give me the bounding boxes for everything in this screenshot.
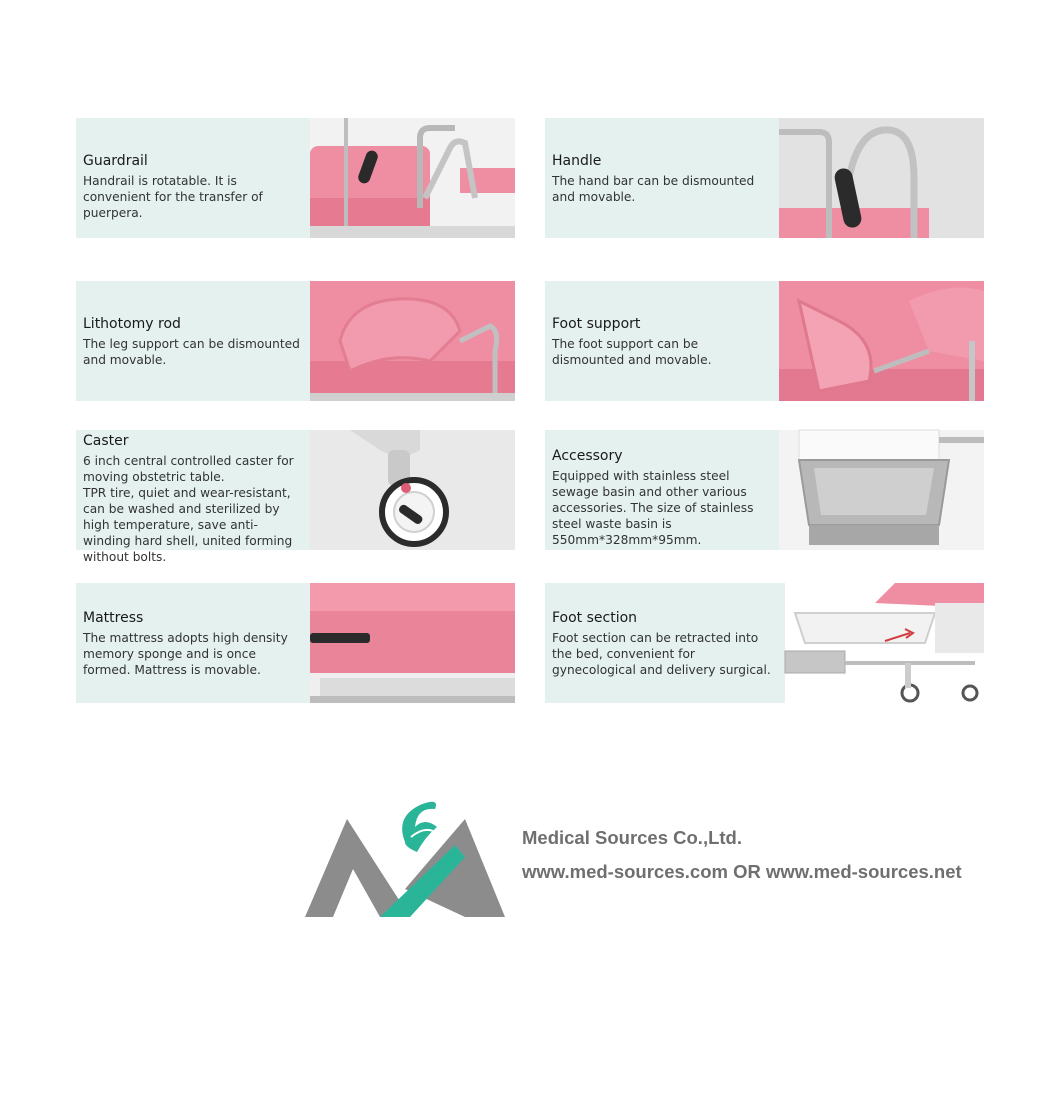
- handle-photo: [779, 118, 984, 238]
- feature-desc: The hand bar can be dismounted and movable.: [552, 174, 755, 204]
- feature-card-handle: [545, 118, 984, 238]
- foot-section-photo: [785, 583, 984, 703]
- feature-title: Lithotomy rod: [83, 316, 181, 332]
- feature-card-guardrail: [76, 118, 515, 238]
- feature-card-lithotomy-rod: [76, 281, 515, 401]
- feature-title: Accessory: [552, 448, 623, 464]
- logo-swirl: [402, 802, 437, 852]
- feature-desc: Equipped with stainless steel sewage basin and other various accessories. The size of stainless steel waste basin is 550mm*328mm*95mm.: [552, 469, 754, 547]
- company-logo: [305, 797, 508, 921]
- feature-card-foot-section: [545, 583, 984, 703]
- guardrail-photo: [310, 118, 515, 238]
- caster-photo: [310, 430, 515, 550]
- feature-title: Mattress: [83, 610, 144, 626]
- feature-card-caster: [76, 430, 515, 564]
- mattress-photo: [310, 583, 515, 703]
- feature-card-mattress: [76, 583, 515, 703]
- feature-title: Handle: [552, 153, 602, 169]
- feature-title: Foot support: [552, 316, 641, 332]
- accessory-photo: [779, 430, 984, 550]
- company-websites: www.med-sources.com OR www.med-sources.net: [522, 861, 962, 882]
- feature-card-accessory: [545, 430, 984, 550]
- logo-left-peak: [305, 819, 410, 917]
- feature-desc: Handrail is rotatable. It is convenient for the transfer of puerpera.: [83, 174, 263, 220]
- foot-support-photo: [779, 281, 984, 401]
- feature-title: Guardrail: [83, 153, 148, 169]
- feature-desc: The leg support can be dismounted and movable.: [83, 337, 300, 367]
- lithotomy-rod-photo: [310, 281, 515, 401]
- feature-title: Foot section: [552, 610, 638, 626]
- company-name: Medical Sources Co.,Ltd.: [522, 827, 742, 848]
- feature-title: Caster: [83, 433, 129, 449]
- feature-desc: The mattress adopts high density memory sponge and is once formed. Mattress is movable.: [83, 631, 288, 677]
- feature-desc: The foot support can be dismounted and movable.: [552, 337, 712, 367]
- feature-desc: Foot section can be retracted into the bed, convenient for gynecological and delivery surgical.: [552, 631, 771, 677]
- feature-desc: 6 inch central controlled caster for moving obstetric table. TPR tire, quiet and wear-resistant, can be washed and sterilized by high temperature, save anti-winding hard shell, united forming without bolts.: [83, 454, 294, 564]
- feature-card-foot-support: [545, 281, 984, 401]
